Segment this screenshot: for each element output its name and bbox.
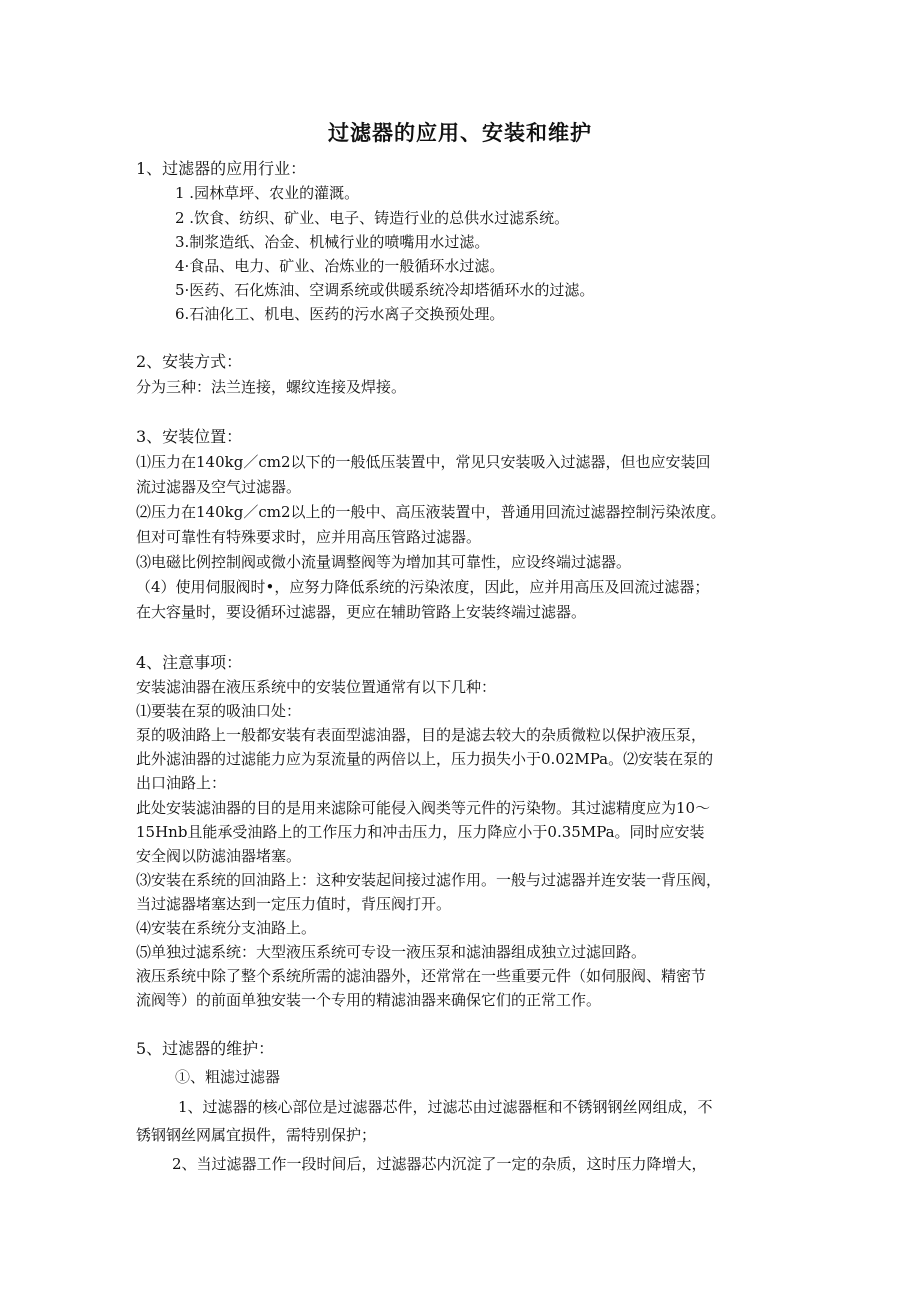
list-item: 5·医药、石化炼油、空调系统或供暖系统冷却塔循环水的过滤。 (175, 281, 595, 299)
subsection-heading: ①、粗滤过滤器 (175, 1068, 281, 1086)
paragraph-line: 安全阀以防滤油器堵塞。 (136, 847, 302, 865)
paragraph-line: ⑸单独过滤系统：大型液压系统可专设一液压泵和滤油器组成独立过滤回路。 (136, 943, 647, 961)
paragraph-line: 15Hnb且能承受油路上的工作压力和冲击压力，压力降应小于0.35MPa。同时应安装 (136, 823, 705, 841)
paragraph-line: ⑴要装在泵的吸油口处： (136, 702, 302, 720)
section-4-heading: 4、注意事项： (136, 653, 243, 672)
paragraph-line: 此外滤油器的过滤能力应为泵流量的两倍以上，压力损失小于0.02MPa。⑵安装在泵的 (136, 750, 714, 768)
paragraph-line: 液压系统中除了整个系统所需的滤油器外，还常常在一些重要元件（如伺服阀、精密节 (136, 967, 707, 985)
paragraph-line: 1、过滤器的核心部位是过滤器芯件，过滤芯由过滤器框和不锈钢钢丝网组成，不 (178, 1098, 713, 1116)
paragraph-line: 流过滤器及空气过滤器。 (136, 478, 302, 496)
section-5-heading: 5、过滤器的维护： (136, 1039, 275, 1058)
paragraph-line: 2、当过滤器工作一段时间后，过滤器芯内沉淀了一定的杂质，这时压力降增大， (172, 1155, 707, 1173)
paragraph-line: ⑴压力在140kg／cm2以下的一般低压装置中，常见只安装吸入过滤器，但也应安装回 (136, 453, 711, 471)
list-item: 3.制浆造纸、冶金、机械行业的喷嘴用水过滤。 (175, 233, 490, 251)
paragraph-line: （4）使用伺服阀时•，应努力降低系统的污染浓度，因此，应并用高压及回流过滤器； (136, 578, 710, 596)
list-item: 4·食品、电力、矿业、冶炼业的一般循环水过滤。 (175, 257, 505, 275)
paragraph-line: 在大容量时，要设循环过滤器，更应在辅助管路上安装终端过滤器。 (136, 603, 587, 621)
paragraph-line: ⑵压力在140kg／cm2以上的一般中、高压液装置中，普通用回流过滤器控制污染浓度。 (136, 503, 726, 521)
paragraph-line: ⑶电磁比例控制阀或微小流量调整阀等为增加其可靠性，应设终端过滤器。 (136, 553, 632, 571)
document-title: 过滤器的应用、安装和维护 (328, 121, 592, 145)
paragraph-line: 出口油路上： (136, 774, 227, 792)
section-1-heading: 1、过滤器的应用行业： (136, 159, 307, 178)
paragraph-line: 流阀等）的前面单独安装一个专用的精滤油器来确保它们的正常工作。 (136, 991, 602, 1009)
paragraph-line: 但对可靠性有特殊要求时，应并用高压管路过滤器。 (136, 528, 482, 546)
paragraph-line: 分为三种：法兰连接，螺纹连接及焊接。 (136, 378, 407, 396)
paragraph-line: 泵的吸油路上一般都安装有表面型滤油器，目的是滤去较大的杂质微粒以保护液压泵， (136, 726, 707, 744)
paragraph-line: 锈钢钢丝网属宜损件，需特别保护； (136, 1126, 377, 1144)
paragraph-line: ⑶安装在系统的回油路上：这种安装起间接过滤作用。一般与过滤器并连安装一背压阀， (136, 871, 722, 889)
list-item: 6.石油化工、机电、医药的污水离子交换预处理。 (175, 305, 505, 323)
section-2-heading: 2、安装方式： (136, 352, 243, 371)
paragraph-line: 安装滤油器在液压系统中的安装位置通常有以下几种： (136, 678, 497, 696)
paragraph-line: 此处安装滤油器的目的是用来滤除可能侵入阀类等元件的污染物。其过滤精度应为10～ (136, 799, 711, 817)
section-3-heading: 3、安装位置： (136, 427, 243, 446)
list-item: 1 .园林草坪、农业的灌溉。 (175, 184, 360, 202)
paragraph-line: 当过滤器堵塞达到一定压力值时，背压阀打开。 (136, 895, 452, 913)
list-item: 2 .饮食、纺织、矿业、电子、铸造行业的总供水过滤系统。 (175, 209, 570, 227)
paragraph-line: ⑷安装在系统分支油路上。 (136, 919, 317, 937)
